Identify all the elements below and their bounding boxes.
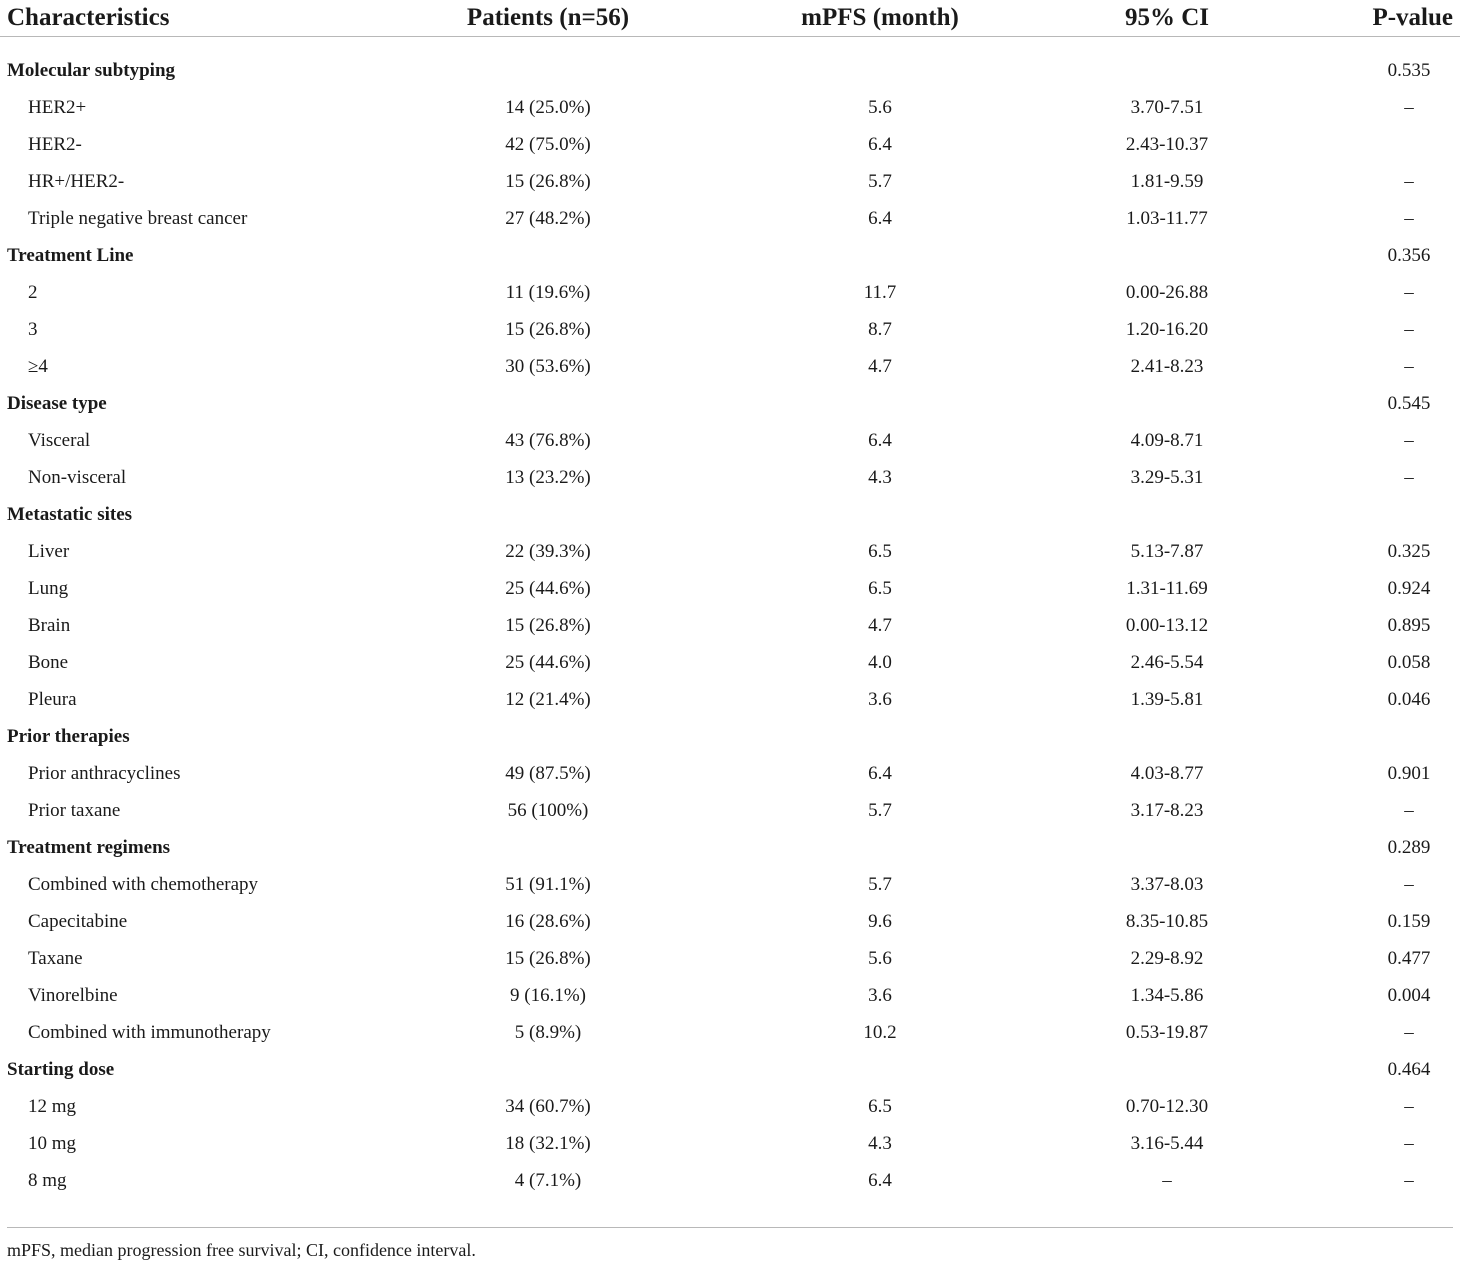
ci-cell: 4.09-8.71 xyxy=(1130,430,1204,451)
ci-cell: 2.46-5.54 xyxy=(1130,652,1204,673)
p-value-cell xyxy=(1300,1088,1460,1125)
mpfs-cell: 4.3 xyxy=(868,1133,892,1154)
p-value-text: – xyxy=(1404,171,1414,192)
mpfs-cell: 11.7 xyxy=(863,282,897,303)
table-row xyxy=(0,1125,1460,1162)
mpfs-cell: 4.0 xyxy=(868,652,892,673)
group-row xyxy=(0,52,1460,89)
table-row xyxy=(0,570,1460,607)
patients-cell: 15 (26.8%) xyxy=(505,615,591,636)
mpfs-cell: 4.3 xyxy=(868,467,892,488)
header-ci: 95% CI xyxy=(1034,0,1300,37)
table-row xyxy=(0,1088,1460,1125)
p-value-cell xyxy=(1300,163,1460,200)
p-value-text: 0.464 xyxy=(1387,1059,1431,1080)
row-label: Pleura xyxy=(28,689,77,710)
p-value-text: – xyxy=(1404,208,1414,229)
patients-cell: 4 (7.1%) xyxy=(514,1170,582,1191)
p-value-text: 0.289 xyxy=(1387,837,1431,858)
p-value-cell xyxy=(1300,1051,1460,1088)
mpfs-cell: 6.5 xyxy=(868,1096,892,1117)
patients-cell: 56 (100%) xyxy=(507,800,589,821)
patients-cell xyxy=(370,52,726,89)
p-value-cell xyxy=(1300,718,1460,755)
table-row xyxy=(0,903,1460,940)
ci-cell xyxy=(1034,829,1300,866)
header-p-value: P-value xyxy=(1300,0,1460,37)
mpfs-cell xyxy=(726,718,1034,755)
patients-cell: 43 (76.8%) xyxy=(505,430,591,451)
group-row xyxy=(0,718,1460,755)
group-row xyxy=(0,237,1460,274)
ci-cell: 0.00-13.12 xyxy=(1125,615,1209,636)
table-bottom-rule xyxy=(7,1227,1453,1228)
p-value-cell xyxy=(1300,570,1460,607)
p-value-cell xyxy=(1300,274,1460,311)
ci-cell: 3.37-8.03 xyxy=(1130,874,1204,895)
table-row xyxy=(0,1162,1460,1199)
mpfs-cell xyxy=(726,237,1034,274)
p-value-cell xyxy=(1300,1125,1460,1162)
ci-cell xyxy=(1034,1051,1300,1088)
p-value-text: – xyxy=(1404,874,1414,895)
row-label: Liver xyxy=(28,541,70,562)
row-label: 2 xyxy=(28,282,38,303)
mpfs-cell: 5.6 xyxy=(868,948,892,969)
patients-cell: 49 (87.5%) xyxy=(505,763,591,784)
row-label: Brain xyxy=(28,615,71,636)
mpfs-cell: 4.7 xyxy=(868,615,892,636)
p-value-cell xyxy=(1300,644,1460,681)
patients-cell: 11 (19.6%) xyxy=(505,282,591,303)
p-value-text: – xyxy=(1404,1022,1414,1043)
group-label: Molecular subtyping xyxy=(7,60,176,81)
group-row xyxy=(0,829,1460,866)
header-characteristics: Characteristics xyxy=(0,0,370,37)
group-row xyxy=(0,385,1460,422)
table-row xyxy=(0,89,1460,126)
patients-cell: 12 (21.4%) xyxy=(505,689,591,710)
table-row xyxy=(0,866,1460,903)
mpfs-cell xyxy=(726,829,1034,866)
p-value-text: 0.535 xyxy=(1387,60,1431,81)
ci-cell: 5.13-7.87 xyxy=(1130,541,1204,562)
p-value-text: 0.159 xyxy=(1387,911,1431,932)
header-spacer xyxy=(0,37,1460,53)
row-label: Vinorelbine xyxy=(28,985,118,1006)
p-value-cell xyxy=(1300,1162,1460,1199)
group-label: Disease type xyxy=(7,393,107,414)
p-value-cell xyxy=(1300,866,1460,903)
table-row xyxy=(0,311,1460,348)
row-label: Non-visceral xyxy=(28,467,127,488)
header-mpfs: mPFS (month) xyxy=(726,0,1034,37)
group-row xyxy=(0,496,1460,533)
patients-cell xyxy=(370,1051,726,1088)
p-value-cell xyxy=(1300,126,1460,163)
p-value-cell xyxy=(1300,52,1460,89)
p-value-text: 0.545 xyxy=(1387,393,1431,414)
ci-cell: 1.39-5.81 xyxy=(1130,689,1204,710)
p-value-text: – xyxy=(1404,467,1414,488)
mpfs-cell: 6.5 xyxy=(868,541,892,562)
table-header xyxy=(0,0,1460,52)
mpfs-cell: 6.4 xyxy=(868,208,892,229)
mpfs-cell: 6.4 xyxy=(868,134,892,155)
row-label: 12 mg xyxy=(28,1096,77,1117)
row-label: Prior taxane xyxy=(28,800,121,821)
mpfs-cell xyxy=(726,496,1034,533)
p-value-text: 0.924 xyxy=(1387,578,1431,599)
row-label: ≥4 xyxy=(28,356,48,377)
table-row xyxy=(0,126,1460,163)
ci-cell xyxy=(1034,52,1300,89)
p-value-cell xyxy=(1300,829,1460,866)
p-value-cell xyxy=(1300,792,1460,829)
patients-cell xyxy=(370,496,726,533)
ci-cell: 3.16-5.44 xyxy=(1130,1133,1204,1154)
row-label: HER2+ xyxy=(28,97,87,118)
mpfs-cell xyxy=(726,52,1034,89)
p-value-cell xyxy=(1300,496,1460,533)
ci-cell: 1.31-11.69 xyxy=(1126,578,1208,599)
group-label: Treatment Line xyxy=(7,245,134,266)
group-label: Metastatic sites xyxy=(7,504,133,525)
mpfs-cell: 5.6 xyxy=(868,97,892,118)
table-footnote: mPFS, median progression free survival; CI, confidence interval. xyxy=(7,1240,476,1260)
row-label: Combined with chemotherapy xyxy=(28,874,259,895)
p-value-text: – xyxy=(1404,430,1414,451)
p-value-text: 0.901 xyxy=(1387,763,1431,784)
patients-cell xyxy=(370,237,726,274)
table-row xyxy=(0,422,1460,459)
patients-cell: 15 (26.8%) xyxy=(505,319,591,340)
group-row xyxy=(0,1051,1460,1088)
p-value-text: 0.477 xyxy=(1387,948,1431,969)
patients-cell: 18 (32.1%) xyxy=(505,1133,591,1154)
row-label: Combined with immunotherapy xyxy=(28,1022,271,1043)
table-row xyxy=(0,644,1460,681)
table-row xyxy=(0,755,1460,792)
p-value-cell xyxy=(1300,385,1460,422)
ci-cell: 3.29-5.31 xyxy=(1130,467,1204,488)
ci-cell: 0.00-26.88 xyxy=(1125,282,1209,303)
p-value-text: – xyxy=(1404,800,1414,821)
patients-cell: 51 (91.1%) xyxy=(505,874,591,895)
table-row xyxy=(0,163,1460,200)
patients-cell: 15 (26.8%) xyxy=(505,171,591,192)
mpfs-cell: 3.6 xyxy=(868,985,892,1006)
mpfs-cell: 5.7 xyxy=(868,800,892,821)
p-value-cell xyxy=(1300,1014,1460,1051)
mpfs-cell xyxy=(726,385,1034,422)
p-value-cell xyxy=(1300,200,1460,237)
ci-cell xyxy=(1034,237,1300,274)
group-label: Treatment regimens xyxy=(7,837,171,858)
patients-cell: 25 (44.6%) xyxy=(505,652,591,673)
ci-cell: 3.17-8.23 xyxy=(1130,800,1204,821)
ci-cell: 3.70-7.51 xyxy=(1130,97,1204,118)
patients-cell: 13 (23.2%) xyxy=(505,467,591,488)
p-value-cell xyxy=(1300,89,1460,126)
header-spacer-cell xyxy=(0,37,1460,53)
ci-cell: 1.03-11.77 xyxy=(1126,208,1208,229)
p-value-cell xyxy=(1300,348,1460,385)
ci-cell: – xyxy=(1162,1170,1172,1191)
ci-cell xyxy=(1034,385,1300,422)
mpfs-cell: 6.5 xyxy=(868,578,892,599)
p-value-cell xyxy=(1300,755,1460,792)
p-value-cell xyxy=(1300,903,1460,940)
row-label: 3 xyxy=(28,319,38,340)
mpfs-cell: 5.7 xyxy=(868,171,892,192)
ci-cell: 2.43-10.37 xyxy=(1125,134,1209,155)
patients-cell: 14 (25.0%) xyxy=(505,97,591,118)
ci-cell: 2.29-8.92 xyxy=(1130,948,1204,969)
p-value-cell xyxy=(1300,681,1460,718)
patients-cell: 15 (26.8%) xyxy=(505,948,591,969)
table-body xyxy=(0,52,1460,1199)
p-value-cell xyxy=(1300,422,1460,459)
row-label: HR+/HER2- xyxy=(28,171,125,192)
patients-cell xyxy=(370,385,726,422)
ci-cell xyxy=(1034,496,1300,533)
p-value-text: 0.895 xyxy=(1387,615,1431,636)
patients-cell: 34 (60.7%) xyxy=(505,1096,591,1117)
group-label: Prior therapies xyxy=(7,726,130,747)
mpfs-cell: 6.4 xyxy=(868,1170,892,1191)
p-value-text: – xyxy=(1404,1170,1414,1191)
p-value-cell xyxy=(1300,607,1460,644)
table-row xyxy=(0,1014,1460,1051)
table-row xyxy=(0,940,1460,977)
p-value-text: – xyxy=(1404,282,1414,303)
mpfs-cell: 10.2 xyxy=(863,1022,897,1043)
patients-cell: 22 (39.3%) xyxy=(505,541,591,562)
p-value-cell xyxy=(1300,237,1460,274)
row-label: Visceral xyxy=(28,430,91,451)
ci-cell: 1.81-9.59 xyxy=(1130,171,1204,192)
table-row xyxy=(0,459,1460,496)
table-row xyxy=(0,533,1460,570)
p-value-text: – xyxy=(1404,356,1414,377)
ci-cell: 4.03-8.77 xyxy=(1130,763,1204,784)
row-label: Bone xyxy=(28,652,69,673)
header-row xyxy=(0,0,1460,37)
mpfs-cell xyxy=(726,1051,1034,1088)
mpfs-cell: 3.6 xyxy=(868,689,892,710)
patients-cell: 27 (48.2%) xyxy=(505,208,591,229)
row-label: HER2- xyxy=(28,134,82,155)
table-row xyxy=(0,348,1460,385)
ci-cell: 1.20-16.20 xyxy=(1125,319,1209,340)
row-label: Taxane xyxy=(28,948,83,969)
p-value-text: 0.356 xyxy=(1387,245,1431,266)
table-row xyxy=(0,792,1460,829)
row-label: 10 mg xyxy=(28,1133,77,1154)
mpfs-cell: 8.7 xyxy=(868,319,892,340)
row-label: Prior anthracyclines xyxy=(28,763,181,784)
p-value-text: 0.325 xyxy=(1387,541,1431,562)
p-value-text: 0.058 xyxy=(1387,652,1431,673)
table-row xyxy=(0,200,1460,237)
p-value-text: 0.004 xyxy=(1387,985,1431,1006)
mpfs-cell: 5.7 xyxy=(868,874,892,895)
row-label: Lung xyxy=(28,578,69,599)
row-label: 8 mg xyxy=(28,1170,67,1191)
patients-cell xyxy=(370,829,726,866)
mpfs-cell: 9.6 xyxy=(868,911,892,932)
ci-cell: 2.41-8.23 xyxy=(1130,356,1204,377)
p-value-cell xyxy=(1300,977,1460,1014)
p-value-cell xyxy=(1300,940,1460,977)
p-value-cell xyxy=(1300,533,1460,570)
mpfs-cell: 4.7 xyxy=(868,356,892,377)
p-value-text: 0.046 xyxy=(1387,689,1431,710)
ci-cell: 8.35-10.85 xyxy=(1125,911,1209,932)
p-value-cell xyxy=(1300,311,1460,348)
p-value-text: – xyxy=(1404,97,1414,118)
mpfs-cell: 6.4 xyxy=(868,430,892,451)
row-label: Triple negative breast cancer xyxy=(28,208,248,229)
patients-cell: 25 (44.6%) xyxy=(505,578,591,599)
p-value-text: – xyxy=(1404,1096,1414,1117)
p-value-cell xyxy=(1300,459,1460,496)
p-value-text: – xyxy=(1404,319,1414,340)
mpfs-cell: 6.4 xyxy=(868,763,892,784)
patients-cell xyxy=(370,718,726,755)
table-row xyxy=(0,607,1460,644)
ci-cell: 1.34-5.86 xyxy=(1130,985,1204,1006)
ci-cell xyxy=(1034,718,1300,755)
table-row xyxy=(0,681,1460,718)
patients-cell: 5 (8.9%) xyxy=(514,1022,582,1043)
patients-cell: 42 (75.0%) xyxy=(505,134,591,155)
table-row xyxy=(0,977,1460,1014)
ci-cell: 0.70-12.30 xyxy=(1125,1096,1209,1117)
group-label: Starting dose xyxy=(7,1059,115,1080)
header-patients: Patients (n=56) xyxy=(370,0,726,37)
table-row xyxy=(0,274,1460,311)
patients-cell: 9 (16.1%) xyxy=(510,985,586,1006)
p-value-text: – xyxy=(1404,1133,1414,1154)
patients-cell: 30 (53.6%) xyxy=(505,356,591,377)
patients-cell: 16 (28.6%) xyxy=(505,911,591,932)
ci-cell: 0.53-19.87 xyxy=(1125,1022,1209,1043)
row-label: Capecitabine xyxy=(28,911,128,932)
